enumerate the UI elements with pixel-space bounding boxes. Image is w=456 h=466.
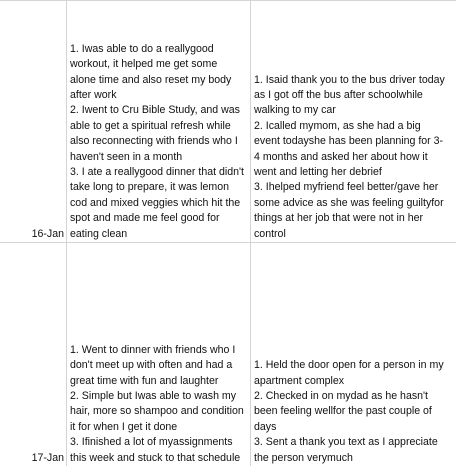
cell-text-line: been feeling wellfor the past couple of <box>254 405 432 418</box>
cell-text-line: days <box>254 420 277 433</box>
cell-text-line: apartment complex <box>254 374 345 387</box>
cell-text-line: 1. Isaid thank you to the bus driver today <box>254 73 445 86</box>
cell-text-line: control <box>254 227 286 240</box>
cell-text-line: 3. Sent a thank you text as I appreciate <box>254 436 438 449</box>
date-value: 16-Jan <box>31 227 64 240</box>
table-row <box>0 243 456 466</box>
cell-text-line: went and letting her debrief <box>254 166 382 179</box>
cell-text-line: things at her job that were not in her <box>254 212 424 225</box>
cell-text-line: spot and made me feel good for <box>70 212 220 225</box>
cell-text-line: able to get a spiritual refresh while <box>70 119 231 132</box>
gratitude-cell[interactable] <box>67 0 250 242</box>
date-value: 17-Jan <box>31 451 64 464</box>
kindness-cell[interactable] <box>251 0 456 242</box>
cell-text-line: haven't seen in a month <box>70 150 183 163</box>
cell-text-line: after work <box>70 89 117 102</box>
cell-text-line: it for when I get it done <box>70 420 178 433</box>
cell-text-line: 2. Icalled mymom, as she had a big <box>254 119 421 132</box>
cell-text-line: this week and stuck to that schedule <box>70 451 241 464</box>
cell-text-line: as I got off the bus after schoolwhile <box>254 89 423 102</box>
date-cell[interactable] <box>0 243 66 466</box>
cell-text-line: 4 months and asked her about how it <box>254 150 428 163</box>
cell-text-line: walking to my car <box>254 104 336 117</box>
cell-text-line: 2. Simple but Iwas able to wash my <box>70 390 237 403</box>
cell-text-line: don't meet up with often and had a <box>70 359 233 372</box>
date-cell[interactable] <box>0 0 66 242</box>
cell-text-line: some advice as she was feeling guiltyfor <box>254 196 444 209</box>
cell-text-line: event todayshe has been planning for 3- <box>254 135 444 148</box>
cell-text-line: the person verymuch <box>254 451 353 464</box>
cell-text-line: 2. Checked in on mydad as he hasn't <box>254 390 428 403</box>
cell-text-line: workout, it helped me get some <box>70 58 218 71</box>
cell-text-line: 1. Held the door open for a person in my <box>254 359 444 372</box>
cell-text-line: take long to prepare, it was lemon <box>70 181 229 194</box>
cell-text-line: 3. Ifinished a lot of myassignments <box>70 436 233 449</box>
cell-text-line: great time with fun and laughter <box>70 374 219 387</box>
cell-text-line: 1. Went to dinner with friends who I <box>70 343 236 356</box>
cell-text-line: cod and mixed veggies which hit the <box>70 196 241 209</box>
kindness-cell[interactable] <box>251 243 456 466</box>
cell-text-line: 1. Iwas able to do a reallygood <box>70 42 214 55</box>
cell-text-line: 3. Ihelped myfriend feel better/gave her <box>254 181 439 194</box>
cell-text-line: 2. Iwent to Cru Bible Study, and was <box>70 104 240 117</box>
cell-text-line: also reconnecting with friends who I <box>70 135 238 148</box>
cell-text-line: alone time and also reset my body <box>70 73 232 86</box>
cell-text-line: eating clean <box>70 227 128 240</box>
gratitude-cell[interactable] <box>67 243 250 466</box>
cell-text-line: hair, more so shampoo and condition <box>70 405 244 418</box>
cell-text-line: 3. I ate a reallygood dinner that didn't <box>70 166 244 179</box>
